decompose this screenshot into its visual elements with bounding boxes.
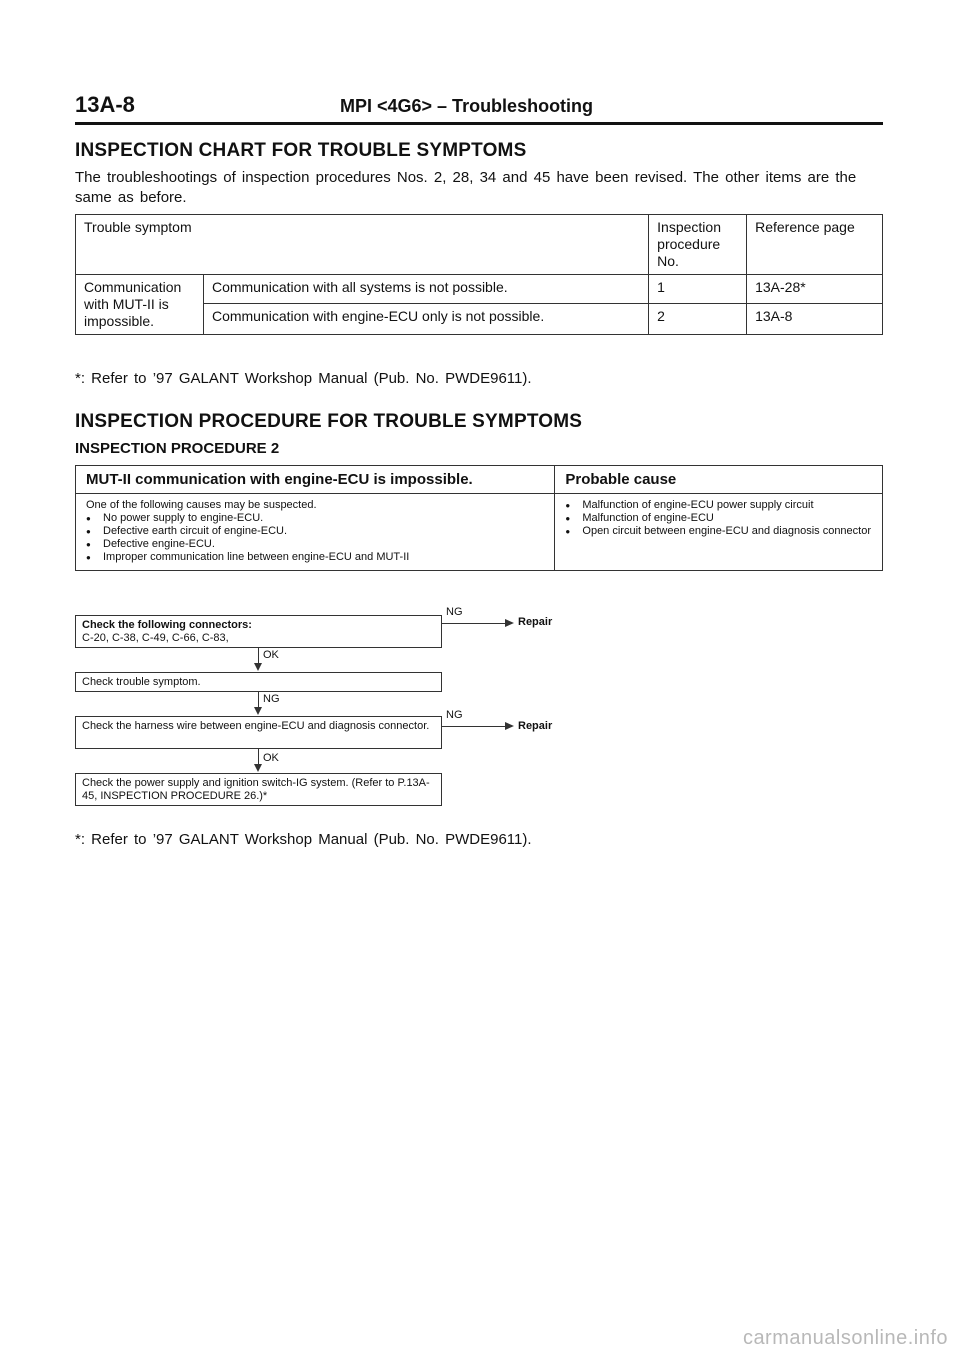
chart-heading: INSPECTION CHART FOR TROUBLE SYMPTOMS (75, 140, 527, 161)
chart-footnote: *: Refer to ’97 GALANT Workshop Manual (Pub. No. PWDE9611). (75, 370, 532, 387)
row-symptom: Communication with engine-ECU only is not possible. (203, 303, 648, 334)
procedure-subheading: INSPECTION PROCEDURE 2 (75, 440, 280, 457)
arrow-down-icon (254, 764, 262, 772)
procedure-heading: INSPECTION PROCEDURE FOR TROUBLE SYMPTOMS (75, 411, 583, 432)
list-item: ● Improper communication line between engine-ECU and MUT-II (86, 551, 544, 564)
arrow-right-icon (505, 722, 514, 730)
ng-label: NG (263, 693, 280, 705)
col-header-symptom: Trouble symptom (76, 215, 649, 275)
arrow-down-icon (254, 707, 262, 715)
section-title: MPI <4G6> – Troubleshooting (340, 96, 594, 116)
repair-label: Repair (518, 616, 553, 628)
cause-table-title: MUT-II communication with engine-ECU is impossible. (76, 466, 555, 494)
flow-step-check-power-supply (75, 773, 442, 806)
row-reference: 13A-28* (747, 275, 883, 304)
ng-arrow-line (258, 692, 259, 708)
suspected-list (86, 512, 544, 564)
suspected-causes-cell (76, 494, 555, 571)
arrow-right-icon (505, 619, 514, 627)
suspected-lead: One of the following causes may be suspected. (86, 499, 317, 511)
ng-label: NG (446, 606, 463, 618)
ng-label: NG (446, 709, 463, 721)
ok-arrow-line (258, 648, 259, 664)
list-item: ● Malfunction of engine-ECU power supply circuit (565, 499, 872, 512)
table-row (76, 275, 883, 304)
cause-table (75, 465, 883, 571)
procedure-footnote: *: Refer to ’97 GALANT Workshop Manual (Pub. No. PWDE9611). (75, 831, 532, 848)
page-header (75, 88, 883, 125)
flow-step-check-connectors (75, 615, 442, 648)
ok-label: OK (263, 752, 279, 764)
list-item: ● Defective earth circuit of engine-ECU. (86, 525, 544, 538)
flow-step-check-harness (75, 716, 442, 749)
col-header-reference: Reference page (747, 215, 883, 275)
list-item: ● Defective engine-ECU. (86, 538, 544, 551)
flow-step-title: Check the following connectors: (82, 619, 252, 631)
row-symptom: Communication with all systems is not possible. (203, 275, 648, 304)
inspection-chart-table (75, 214, 883, 335)
row-procedure: 2 (649, 303, 747, 334)
list-item: ● No power supply to engine-ECU. (86, 512, 544, 525)
flow-step-check-symptom (75, 672, 442, 692)
probable-cause-header: Probable cause (555, 466, 883, 494)
watermark: carmanualsonline.info (742, 1327, 948, 1349)
ng-arrow-line (442, 623, 505, 624)
probable-causes-cell (555, 494, 883, 571)
row-reference: 13A-8 (747, 303, 883, 334)
row-procedure: 1 (649, 275, 747, 304)
flow-step-text: Check the harness wire between engine-ECU and diagnosis connector. (82, 720, 430, 732)
flow-step-detail: C-20, C-38, C-49, C-66, C-83, (82, 632, 229, 644)
ok-label: OK (263, 649, 279, 661)
probable-list (565, 499, 872, 538)
repair-label: Repair (518, 720, 553, 732)
flow-step-text: Check the power supply and ignition switch-IG system. (Refer to P.13A-45, INSPECTION PROCEDURE 26.)* (82, 777, 430, 802)
page-number: 13A-8 (75, 92, 135, 117)
ng-arrow-line (442, 726, 505, 727)
symptom-group-label: Communication with MUT-II is impossible. (76, 275, 204, 335)
col-header-procedure: Inspection procedure No. (649, 215, 747, 275)
flow-step-text: Check trouble symptom. (82, 676, 201, 688)
list-item: ● Open circuit between engine-ECU and diagnosis connector (565, 525, 872, 538)
arrow-down-icon (254, 663, 262, 671)
chart-intro: The troubleshootings of inspection procedures Nos. 2, 28, 34 and 45 have been revised. The other items are the same as before. (75, 169, 857, 206)
list-item: ● Malfunction of engine-ECU (565, 512, 872, 525)
page-footer (0, 1327, 960, 1351)
ok-arrow-line (258, 749, 259, 765)
